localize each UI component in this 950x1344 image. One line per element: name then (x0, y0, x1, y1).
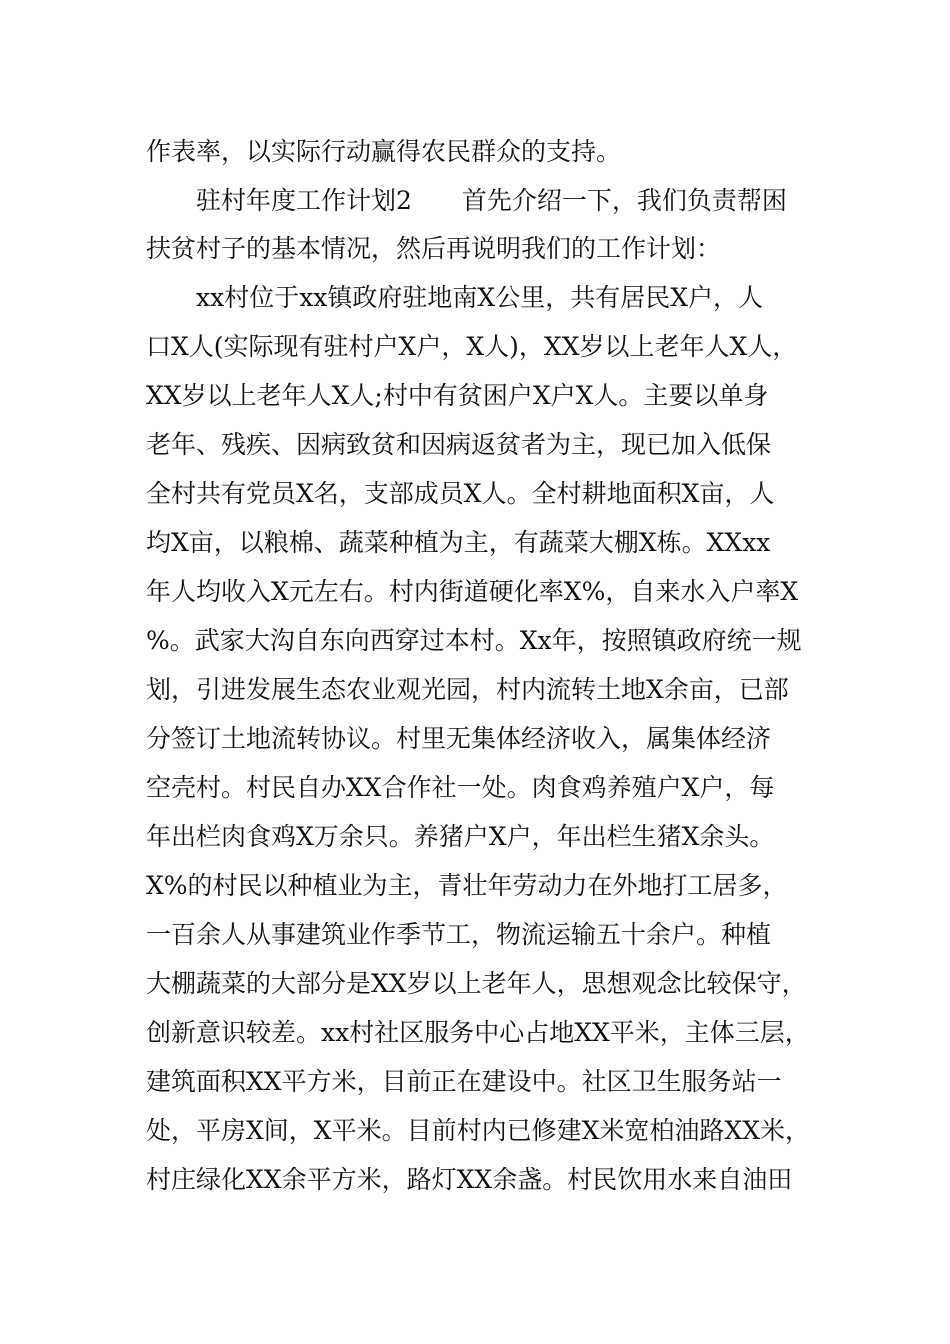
text-line: 建筑面积XX平方米，目前正在建设中。社区卫生服务站一 (146, 1067, 782, 1096)
text-line: 村庄绿化XX余平方米，路灯XX余盏。村民饮用水来自油田 (146, 1165, 793, 1194)
text-line: X%的村民以种植业为主，青壮年劳动力在外地打工居多， (146, 871, 788, 900)
text-line: 口X人(实际现有驻村户X户，X人)，XX岁以上老年人X人， (146, 332, 798, 361)
text-line: 均X亩，以粮棉、蔬菜种植为主，有蔬菜大棚X栋。XXxx (146, 528, 771, 557)
text-line: 驻村年度工作计划2 首先介绍一下，我们负责帮困 (196, 186, 787, 215)
text-line: XX岁以上老年人X人;村中有贫困户X户X人。主要以单身 (146, 381, 769, 410)
text-line: 划，引进发展生态农业观光园，村内流转土地X余亩，已部 (146, 675, 789, 704)
text-line: xx村位于xx镇政府驻地南X公里，共有居民X户，人 (196, 283, 763, 312)
text-line: 年人均收入X元左右。村内街道硬化率X%，自来水入户率X (146, 577, 799, 606)
text-line: 一百余人从事建筑业作季节工，物流运输五十余户。种植 (146, 920, 772, 949)
text-line: 处，平房X间，X平米。目前村内已修建X米宽柏油路XX米， (146, 1116, 810, 1145)
text-line: 创新意识较差。xx村社区服务中心占地XX平米，主体三层， (146, 1018, 810, 1047)
text-line: %。武家大沟自东向西穿过本村。Xx年，按照镇政府统一规 (146, 626, 802, 655)
text-line: 扶贫村子的基本情况，然后再说明我们的工作计划： (146, 234, 722, 263)
text-line: 分签订土地流转协议。村里无集体经济收入，属集体经济 (146, 724, 772, 753)
text-line: 老年、残疾、因病致贫和因病返贫者为主，现已加入低保 (146, 430, 772, 459)
text-line: 作表率，以实际行动赢得农民群众的支持。 (146, 137, 622, 166)
text-line: 全村共有党员X名，支部成员X人。全村耕地面积X亩，人 (146, 479, 775, 508)
text-line: 大棚蔬菜的大部分是XX岁以上老年人，思想观念比较保守， (146, 969, 807, 998)
text-line: 年出栏肉食鸡X万余只。养猪户X户，年出栏生猪X余头。 (146, 822, 775, 851)
text-line: 空壳村。村民自办XX合作社一处。肉食鸡养殖户X户，每 (146, 773, 775, 802)
